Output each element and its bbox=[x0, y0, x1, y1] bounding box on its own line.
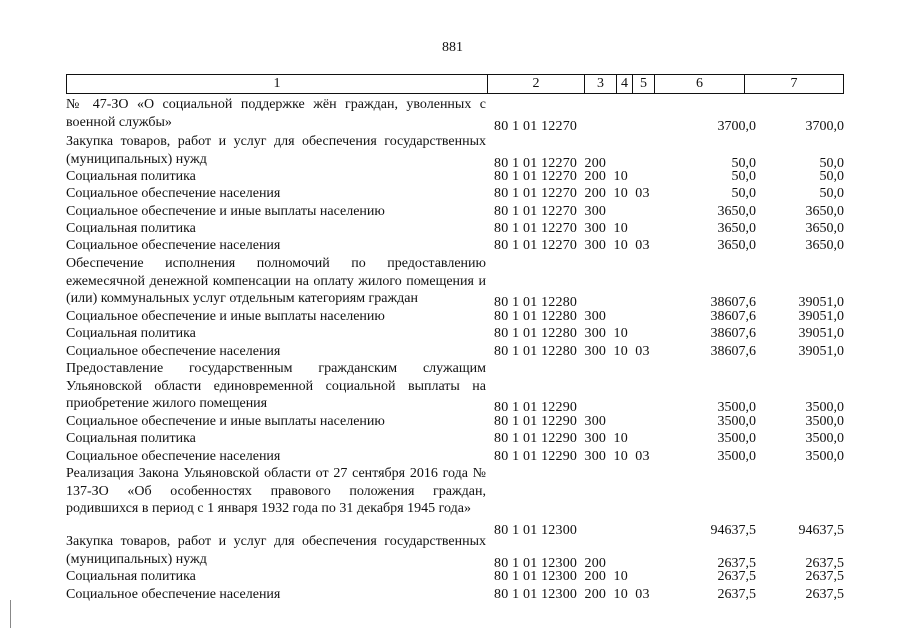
row-value-col6: 50,0 bbox=[731, 155, 756, 171]
row-name: Реализация Закона Ульяновской области от 27 сентября 2016 года № 137-ЗО «Об особенностях правового положения граждан, родившихся в период с 1 января 1932 года по 31 декабря 1945 года» bbox=[66, 466, 486, 516]
table-row bbox=[0, 185, 905, 203]
row-code: 80 1 01 12280 bbox=[494, 295, 578, 310]
row-code: 80 1 01 12280 300 bbox=[494, 309, 607, 324]
header-col-1: 1 bbox=[67, 75, 488, 93]
row-name: Социальное обеспечение населения bbox=[66, 186, 281, 201]
row-code: 80 1 01 12270 300 10 bbox=[494, 221, 628, 236]
scan-edge-mark bbox=[10, 600, 11, 628]
row-value-col6: 3650,0 bbox=[717, 204, 756, 219]
row-code: 80 1 01 12270 300 10 03 bbox=[494, 238, 650, 253]
table-row bbox=[0, 237, 905, 255]
table-row bbox=[0, 96, 905, 134]
row-value-col6: 38607,6 bbox=[710, 309, 756, 324]
row-value-col7: 39051,0 bbox=[798, 295, 844, 310]
row-code: 80 1 01 12270 200 10 03 bbox=[494, 186, 650, 201]
row-value-col6: 3700,0 bbox=[717, 118, 756, 134]
row-value-col6: 2637,5 bbox=[717, 555, 756, 571]
row-code: 80 1 01 12290 300 10 03 bbox=[494, 449, 650, 464]
row-name: Социальное обеспечение и иные выплаты населению bbox=[66, 309, 385, 324]
row-name: Социальное обеспечение и иные выплаты населению bbox=[66, 204, 385, 219]
row-value-col7: 3650,0 bbox=[805, 238, 844, 253]
row-name: Закупка товаров, работ и услуг для обеспечения государственных (муниципальных) нужд bbox=[66, 134, 486, 167]
table-row bbox=[0, 203, 905, 221]
row-value-col7: 94637,5 bbox=[798, 522, 844, 538]
row-value-col7: 3650,0 bbox=[805, 204, 844, 219]
row-value-col7: 39051,0 bbox=[798, 309, 844, 324]
row-code: 80 1 01 12300 200 bbox=[494, 555, 607, 571]
row-name: № 47-ЗО «О социальной поддержке жён граждан, уволенных с военной службы» bbox=[66, 97, 486, 130]
row-value-col6: 3650,0 bbox=[717, 238, 756, 253]
row-name: Социальная политика bbox=[66, 326, 196, 341]
table-row bbox=[0, 308, 905, 326]
row-value-col6: 2637,5 bbox=[717, 569, 756, 584]
row-value-col7: 2637,5 bbox=[805, 555, 844, 571]
row-value-col7: 3700,0 bbox=[805, 118, 844, 134]
table-row bbox=[0, 430, 905, 448]
row-value-col6: 3500,0 bbox=[717, 431, 756, 446]
row-name: Закупка товаров, работ и услуг для обеспечения государственных (муниципальных) нужд bbox=[66, 534, 486, 567]
row-value-col7: 50,0 bbox=[819, 169, 844, 184]
row-name: Предоставление государственным гражданским служащим Ульяновской области единовременной социальной выплаты на приобретение жилого помещения bbox=[66, 361, 486, 411]
row-value-col7: 3500,0 bbox=[805, 449, 844, 464]
table-row bbox=[0, 325, 905, 343]
row-code: 80 1 01 12300 bbox=[494, 522, 578, 538]
row-name: Обеспечение исполнения полномочий по предоставлению ежемесячной денежной компенсации на оплату жилого помещения и (или) коммунальных услуг отдельным категориям граждан bbox=[66, 256, 486, 306]
table-row bbox=[0, 343, 905, 361]
row-code: 80 1 01 12270 bbox=[494, 118, 578, 134]
table-row bbox=[0, 255, 905, 308]
header-col-4: 4 bbox=[617, 75, 633, 93]
row-value-col7: 50,0 bbox=[819, 155, 844, 171]
row-value-col6: 2637,5 bbox=[717, 587, 756, 602]
row-value-col7: 2637,5 bbox=[805, 569, 844, 584]
table-row bbox=[0, 568, 905, 586]
row-code: 80 1 01 12290 300 10 bbox=[494, 431, 628, 446]
row-name: Социальное обеспечение населения bbox=[66, 449, 281, 464]
table-row bbox=[0, 533, 905, 571]
header-col-5: 5 bbox=[633, 75, 655, 93]
row-value-col7: 39051,0 bbox=[798, 344, 844, 359]
row-value-col7: 3500,0 bbox=[805, 414, 844, 429]
row-name: Социальная политика bbox=[66, 169, 196, 184]
row-value-col6: 38607,6 bbox=[710, 344, 756, 359]
table-body bbox=[0, 96, 905, 636]
row-code: 80 1 01 12290 bbox=[494, 400, 578, 415]
row-value-col7: 3650,0 bbox=[805, 221, 844, 236]
row-code: 80 1 01 12280 300 10 03 bbox=[494, 344, 650, 359]
row-code: 80 1 01 12300 200 10 03 bbox=[494, 587, 650, 602]
table-row bbox=[0, 586, 905, 604]
row-value-col6: 3500,0 bbox=[717, 400, 756, 415]
header-col-6: 6 bbox=[655, 75, 745, 93]
row-value-col7: 50,0 bbox=[819, 186, 844, 201]
row-name: Социальная политика bbox=[66, 431, 196, 446]
table-row bbox=[0, 220, 905, 238]
row-code: 80 1 01 12270 300 bbox=[494, 204, 607, 219]
header-col-7: 7 bbox=[790, 76, 798, 91]
row-value-col6: 50,0 bbox=[731, 169, 756, 184]
row-code: 80 1 01 12290 300 bbox=[494, 414, 607, 429]
row-value-col6: 94637,5 bbox=[710, 522, 756, 538]
row-value-col6: 50,0 bbox=[731, 186, 756, 201]
table-row bbox=[0, 448, 905, 466]
row-name: Социальная политика bbox=[66, 221, 196, 236]
row-value-col6: 3500,0 bbox=[717, 449, 756, 464]
row-value-col7: 2637,5 bbox=[805, 587, 844, 602]
row-name: Социальное обеспечение и иные выплаты населению bbox=[66, 414, 385, 429]
row-value-col6: 38607,6 bbox=[710, 295, 756, 310]
row-value-col6: 38607,6 bbox=[710, 326, 756, 341]
row-name: Социальная политика bbox=[66, 569, 196, 584]
table-row bbox=[0, 413, 905, 431]
table-row bbox=[0, 465, 905, 538]
row-code: 80 1 01 12270 200 bbox=[494, 155, 607, 171]
row-name: Социальное обеспечение населения bbox=[66, 238, 281, 253]
table-header bbox=[66, 74, 844, 94]
row-value-col7: 3500,0 bbox=[805, 400, 844, 415]
row-value-col6: 3650,0 bbox=[717, 221, 756, 236]
row-code: 80 1 01 12280 300 10 bbox=[494, 326, 628, 341]
row-code: 80 1 01 12300 200 10 bbox=[494, 569, 628, 584]
header-col-3: 3 bbox=[585, 75, 617, 93]
row-value-col7: 3500,0 bbox=[805, 431, 844, 446]
table-row bbox=[0, 360, 905, 413]
row-name: Социальное обеспечение населения bbox=[66, 587, 281, 602]
page-number: 881 bbox=[442, 40, 463, 55]
row-name: Социальное обеспечение населения bbox=[66, 344, 281, 359]
row-value-col7: 39051,0 bbox=[798, 326, 844, 341]
header-col-2: 2 bbox=[488, 75, 585, 93]
row-code: 80 1 01 12270 200 10 bbox=[494, 169, 628, 184]
table-row bbox=[0, 168, 905, 186]
row-value-col6: 3500,0 bbox=[717, 414, 756, 429]
table-row bbox=[0, 133, 905, 171]
